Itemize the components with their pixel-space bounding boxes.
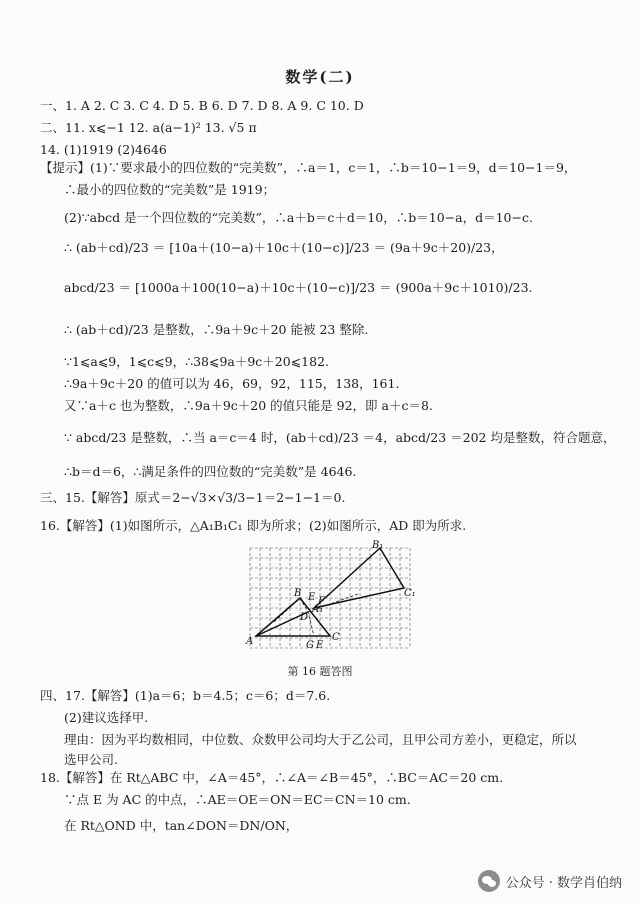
section-one-answers: 一、1. A 2. C 3. C 4. D 5. B 6. D 7. D 8. A 9. C 10. D bbox=[40, 98, 364, 113]
label-b: B bbox=[294, 588, 302, 599]
q14-hint-line3: (2)∵abcd 是一个四位数的“完美数”，∴a＋b＝c＋d＝10，∴b＝10−a，d＝10−c. bbox=[64, 210, 533, 225]
q14-hint-line9: ∴b＝d＝6，∴满足条件的四位数的“完美数”是 4646. bbox=[64, 464, 357, 479]
q14-hint-line8: ∵ abcd/23 是整数，∴当 a＝c＝4 时，(ab＋cd)/23 ＝4，abcd/23 ＝202 均是整数，符合题意， bbox=[64, 430, 616, 445]
q16-grid-figure bbox=[244, 540, 416, 658]
q16-answer: 16.【解答】(1)如图所示，△A₁B₁C₁ 即为所求；(2)如图所示，AD 即为所求. bbox=[40, 518, 467, 533]
label-a: A bbox=[246, 636, 254, 647]
label-c1: C₁ bbox=[404, 588, 416, 599]
label-f: F bbox=[318, 596, 325, 607]
q14-hint-line4: ∴ (ab＋cd)/23 是整数，∴9a＋9c＋20 能被 23 整除. bbox=[64, 322, 369, 337]
label-c: C bbox=[332, 632, 340, 643]
label-d: D bbox=[300, 612, 309, 623]
q17-reason-line2: 选甲公司. bbox=[64, 752, 118, 767]
q14-hint-line5: ∵1⩽a⩽9，1⩽c⩽9，∴38⩽9a＋9c＋20⩽182. bbox=[64, 354, 330, 369]
watermark-text: 公众号 · 数学肖伯纳 bbox=[505, 875, 622, 891]
q14-answer: 14. (1)1919 (2)4646 bbox=[40, 142, 167, 157]
label-b1: B₁ bbox=[372, 540, 384, 551]
label-e-bottom: E bbox=[316, 640, 324, 651]
q18-answer-line3: 在 Rt△OND 中，tan∠DON＝DN/ON， bbox=[64, 818, 299, 833]
q14-fraction-line1: ∴ (ab＋cd)/23 ＝ [10a＋(10−a)＋10c＋(10−c)]/23 ＝ (9a＋9c＋20)/23， bbox=[64, 240, 504, 255]
label-g: G bbox=[306, 640, 314, 651]
section-two-answers: 二、11. x⩽−1 12. a(a−1)² 13. √5 π bbox=[40, 120, 257, 135]
q14-hint-line2: ∴最小的四位数的“完美数”是 1919； bbox=[64, 182, 276, 197]
label-a1: A₁ bbox=[312, 604, 324, 615]
wechat-icon bbox=[478, 870, 500, 892]
q14-hint-line6: ∴9a＋9c＋20 的值可以为 46，69，92，115，138，161. bbox=[64, 376, 400, 391]
figure-caption: 第 16 题答图 bbox=[287, 665, 353, 678]
q18-answer-line1: 18.【解答】在 Rt△ABC 中，∠A＝45°，∴∠A＝∠B＝45°，∴BC＝AC＝20 cm. bbox=[40, 770, 504, 785]
q15-answer: 三、15.【解答】原式＝2−√3×√3/3−1＝2−1−1＝0. bbox=[40, 490, 346, 505]
label-e: E bbox=[308, 592, 316, 603]
page-title: 数学(二) bbox=[285, 68, 355, 86]
q17-answer: 四、17.【解答】(1)a＝6；b＝4.5；c＝6；d＝7.6. bbox=[40, 688, 331, 703]
q17-recommendation: (2)建议选择甲. bbox=[64, 710, 149, 725]
q14-hint-line1: 【提示】(1)∵要求最小的四位数的“完美数”，∴a＝1，c＝1，∴b＝10−1＝9，d＝10−1＝9， bbox=[40, 160, 577, 175]
watermark bbox=[478, 870, 622, 892]
q14-fraction-line2: abcd/23 ＝ [1000a＋100(10−a)＋10c＋(10−c)]/23 ＝ (900a＋9c＋1010)/23. bbox=[64, 280, 533, 295]
q17-reason-line1: 理由：因为平均数相同，中位数、众数甲公司均大于乙公司，且甲公司方差小，更稳定，所以 bbox=[64, 732, 577, 747]
q18-answer-line2: ∵点 E 为 AC 的中点，∴AE＝OE＝ON＝EC＝CN＝10 cm. bbox=[64, 792, 411, 807]
q14-hint-line7: 又∵a＋c 也为整数，∴9a＋9c＋20 的值只能是 92，即 a＋c＝8. bbox=[64, 398, 433, 413]
